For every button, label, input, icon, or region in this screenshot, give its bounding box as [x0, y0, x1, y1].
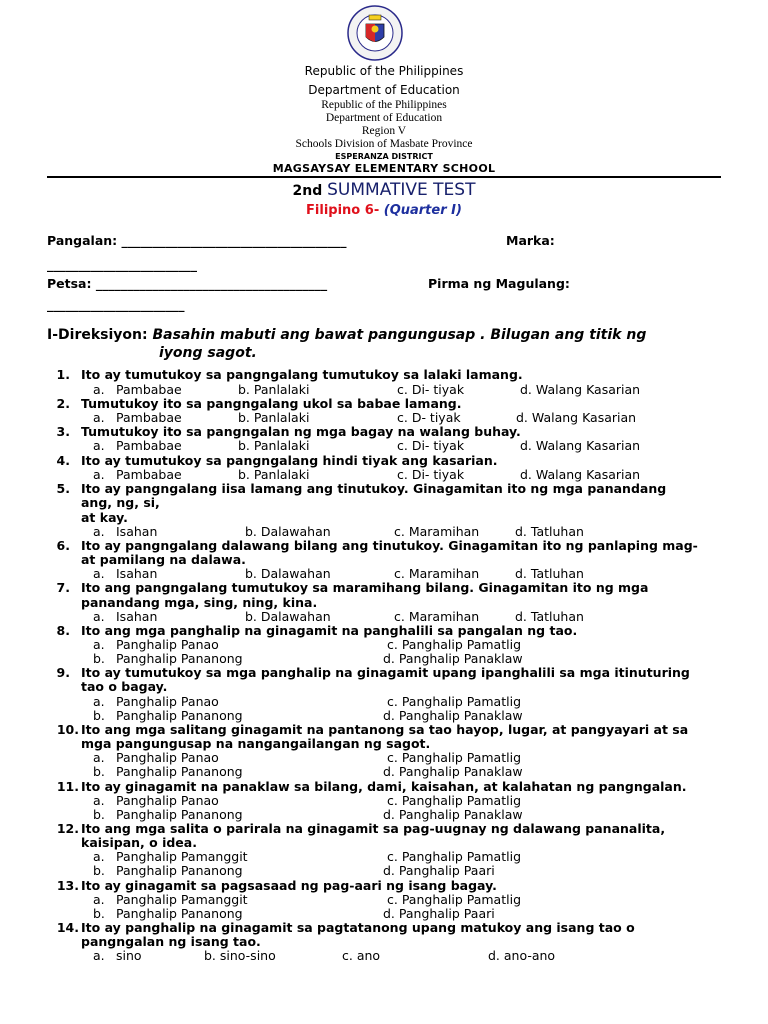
option-b: b. — [93, 863, 105, 878]
option-c: c. Maramihan — [394, 524, 480, 539]
option-d: d. Walang Kasarian — [520, 467, 641, 482]
option-d: d. Panghalip Panaklaw — [383, 764, 523, 779]
question-number: 13. — [56, 878, 79, 893]
option-c: c. D- tiyak — [397, 410, 461, 425]
question-text: Tumutukoy ito sa pangngalang ukol sa babae lamang. — [81, 396, 462, 411]
option-a: a. — [93, 750, 105, 765]
option-d: d. Panghalip Paari — [383, 863, 495, 878]
option-c: c. Panghalip Pamatlig — [387, 750, 522, 765]
option-d: d. Tatluhan — [515, 609, 584, 624]
option-b-text: Panghalip Pananong — [116, 651, 243, 666]
question-number: 5. — [56, 481, 70, 496]
option-c: c. Di- tiyak — [397, 467, 465, 482]
option-c: c. Di- tiyak — [397, 382, 465, 397]
directions-text-2: iyong sagot. — [159, 345, 257, 361]
school-name: MAGSAYSAY ELEMENTARY SCHOOL — [272, 162, 496, 175]
question-text: Ito ay pangngalang dalawang bilang ang tinutukoy. Ginagamitan ito ng panlaping mag- — [81, 538, 698, 553]
option-a-text: Pambabae — [116, 438, 182, 453]
option-a: a. — [93, 467, 105, 482]
question-number: 2. — [56, 396, 70, 411]
option-a-text: Pambabae — [116, 410, 182, 425]
page-title — [0, 180, 768, 200]
option-c: c. Panghalip Pamatlig — [387, 694, 522, 709]
option-c: c. Panghalip Pamatlig — [387, 793, 522, 808]
header-divider — [47, 176, 721, 178]
option-d: d. Tatluhan — [515, 566, 584, 581]
pirma-line: ______________________ — [47, 297, 185, 312]
option-a-text: Panghalip Panao — [116, 637, 219, 652]
question-number: 1. — [56, 367, 70, 382]
question-14-line-2: pangngalan ng isang tao. — [81, 934, 261, 949]
pirma-label: Pirma ng Magulang: — [428, 276, 570, 291]
question-text: Ito ang mga salita o parirala na ginagamit sa pag-uugnay ng dalawang pananalita, — [81, 821, 666, 836]
title-main: SUMMATIVE TEST — [327, 180, 476, 200]
option-d: d. Walang Kasarian — [520, 382, 641, 397]
directions-label: I-Direksiyon: — [47, 327, 153, 343]
option-a: a. — [93, 892, 105, 907]
option-d: d. Tatluhan — [515, 524, 584, 539]
option-a: a. — [93, 849, 105, 864]
option-a: a. — [93, 438, 105, 453]
option-c: c. ano — [342, 948, 381, 963]
option-c: c. Panghalip Pamatlig — [387, 849, 522, 864]
option-c: c. Maramihan — [394, 609, 480, 624]
option-b: b. Dalawahan — [245, 566, 331, 581]
question-6-line-2: at pamilang na dalawa. — [81, 552, 246, 567]
option-a-text: Panghalip Panao — [116, 793, 219, 808]
question-number: 7. — [56, 580, 70, 595]
question-text: Ito ay pangngalang iisa lamang ang tinutukoy. Ginagamitan ito ng mga panandang — [81, 481, 667, 496]
option-a-text: Panghalip Pamanggit — [116, 892, 248, 907]
deped-seal-logo — [343, 4, 407, 62]
title-prefix: 2nd — [292, 183, 328, 199]
question-number: 3. — [56, 424, 70, 439]
option-d: d. Walang Kasarian — [520, 438, 641, 453]
option-a: a. — [93, 609, 105, 624]
option-a-text: Panghalip Pamanggit — [116, 849, 248, 864]
question-number: 12. — [56, 821, 79, 836]
subject-label: Filipino 6- — [306, 203, 384, 218]
option-a: a. — [93, 382, 105, 397]
question-5-line-2: ang, ng, si, — [81, 495, 160, 510]
question-number: 4. — [56, 453, 70, 468]
header-division: Schools Division of Masbate Province — [295, 138, 473, 150]
question-text: Ito ang pangngalang tumutukoy sa maramihang bilang. Ginagamitan ito ng mga — [81, 580, 649, 595]
option-a-text: Isahan — [116, 609, 158, 624]
question-text: Ito ay ginagamit sa pagsasaad ng pag-aari ng isang bagay. — [81, 878, 497, 893]
option-b: b. Dalawahan — [245, 609, 331, 624]
question-text: Ito ay tumutukoy sa mga panghalip na ginagamit upang ipanghalili sa mga itinuturing — [81, 665, 690, 680]
option-c: c. Di- tiyak — [397, 438, 465, 453]
question-text: Ito ang mga salitang ginagamit na pantanong sa tao hayop, lugar, at pangyayari at sa — [81, 722, 689, 737]
option-b: b. — [93, 651, 105, 666]
header-district: ESPERANZA DISTRICT — [335, 152, 433, 161]
question-text: Ito ay tumutukoy sa pangngalang tumutukoy sa lalaki lamang. — [81, 367, 523, 382]
question-12-line-2: kaisipan, o idea. — [81, 835, 197, 850]
subtitle — [0, 203, 768, 218]
option-b-text: Panghalip Pananong — [116, 863, 243, 878]
option-b: b. — [93, 708, 105, 723]
option-b-text: Panghalip Pananong — [116, 764, 243, 779]
option-a: a. — [93, 637, 105, 652]
option-d: d. Panghalip Panaklaw — [383, 708, 523, 723]
quarter-label: (Quarter I) — [383, 203, 462, 218]
question-7-line-2: panandang mga, sing, ning, kina. — [81, 595, 318, 610]
option-a: a. — [93, 566, 105, 581]
question-number: 9. — [56, 665, 70, 680]
option-b: b. Panlalaki — [238, 467, 310, 482]
option-d: d. Panghalip Panaklaw — [383, 807, 523, 822]
question-text: Ito ay panghalip na ginagamit sa pagtatanong upang matukoy ang isang tao o — [81, 920, 635, 935]
directions-line-2 — [159, 345, 257, 361]
directions — [47, 327, 646, 343]
question-text: Ito ay tumutukoy sa pangngalang hindi tiyak ang kasarian. — [81, 453, 498, 468]
option-a-text: Pambabae — [116, 467, 182, 482]
question-5-line-3: at kay. — [81, 510, 128, 525]
option-a-text: Pambabae — [116, 382, 182, 397]
header-region: Region V — [361, 125, 407, 137]
option-d: d. Panghalip Paari — [383, 906, 495, 921]
option-d: d. ano-ano — [488, 948, 556, 963]
question-number: 8. — [56, 623, 70, 638]
option-b: b. — [93, 807, 105, 822]
option-b: b. Panlalaki — [238, 382, 310, 397]
option-a: a. — [93, 948, 105, 963]
petsa-field: Petsa: _____________________________________ — [47, 276, 328, 291]
option-a: a. — [93, 410, 105, 425]
option-c: c. Panghalip Pamatlig — [387, 892, 522, 907]
option-a-text: Isahan — [116, 566, 158, 581]
header-line-2: Department of Education — [308, 83, 460, 97]
option-b: b. sino-sino — [204, 948, 276, 963]
question-9-line-2: tao o bagay. — [81, 679, 168, 694]
option-b: b. Panlalaki — [238, 410, 310, 425]
option-b-text: Panghalip Pananong — [116, 708, 243, 723]
option-b-text: Panghalip Pananong — [116, 906, 243, 921]
question-text: Ito ay ginagamit na panaklaw sa bilang, dami, kaisahan, at kalahatan ng pangngalan. — [81, 779, 687, 794]
marka-line: ________________________ — [47, 257, 197, 272]
pangalan-field: Pangalan: ____________________________________ — [47, 233, 347, 248]
header-line-3: Republic of the Philippines — [321, 99, 447, 111]
header-line-1: Republic of the Philippines — [304, 64, 464, 78]
option-b: b. — [93, 906, 105, 921]
marka-label: Marka: — [506, 233, 555, 248]
option-a-text: sino — [116, 948, 142, 963]
option-c: c. Panghalip Pamatlig — [387, 637, 522, 652]
directions-text-1: Basahin mabuti ang bawat pangungusap . Bilugan ang titik ng — [152, 327, 647, 343]
question-number: 14. — [56, 920, 79, 935]
question-text: Tumutukoy ito sa pangngalan ng mga bagay na walang buhay. — [81, 424, 521, 439]
option-a: a. — [93, 793, 105, 808]
option-a-text: Isahan — [116, 524, 158, 539]
option-b: b. Panlalaki — [238, 438, 310, 453]
question-number: 11. — [56, 779, 79, 794]
option-b-text: Panghalip Pananong — [116, 807, 243, 822]
option-a: a. — [93, 694, 105, 709]
header-line-4: Department of Education — [325, 112, 443, 124]
question-text: Ito ang mga panghalip na ginagamit na panghalili sa pangalan ng tao. — [81, 623, 578, 638]
option-a-text: Panghalip Panao — [116, 750, 219, 765]
question-number: 10. — [56, 722, 79, 737]
question-10-line-2: mga pangungusap na nangangailangan ng sagot. — [81, 736, 431, 751]
question-number: 6. — [56, 538, 70, 553]
option-b: b. — [93, 764, 105, 779]
option-b: b. Dalawahan — [245, 524, 331, 539]
option-d: d. Walang Kasarian — [516, 410, 637, 425]
option-c: c. Maramihan — [394, 566, 480, 581]
option-d: d. Panghalip Panaklaw — [383, 651, 523, 666]
option-a: a. — [93, 524, 105, 539]
option-a-text: Panghalip Panao — [116, 694, 219, 709]
